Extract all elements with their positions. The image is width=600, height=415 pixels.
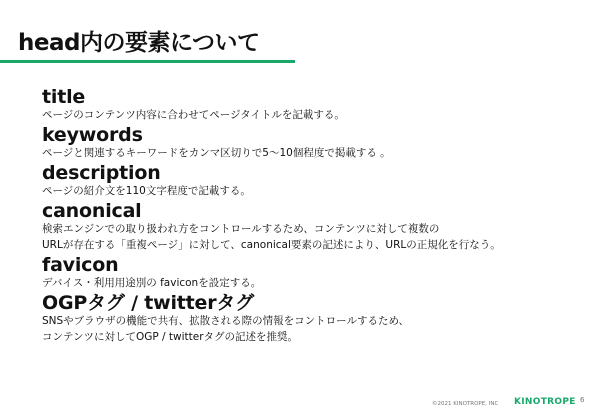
section-canonical [42, 200, 592, 253]
section-heading: favicon [42, 254, 119, 276]
section-description: ページと関連するキーワードをカンマ区切りで5～10個程度で掲載する 。 [42, 147, 391, 159]
section-heading: keywords [42, 124, 143, 146]
section-title [42, 86, 592, 123]
section-description [42, 162, 592, 199]
section-description: デバイス・利用用途別の faviconを設定する。 [42, 277, 262, 289]
copyright-text: ©2021 KINOTROPE, INC [432, 401, 499, 407]
section-heading: canonical [42, 200, 142, 222]
section-keywords [42, 124, 592, 161]
section-heading: description [42, 162, 161, 184]
section-description: 検索エンジンでの取り扱われ方をコントロールするため、コンテンツに対して複数の [42, 223, 440, 235]
slide-title: head内の要素について [18, 30, 260, 56]
section-heading: OGPタグ / twitterタグ [42, 292, 255, 314]
section-description: ページのコンテンツ内容に合わせてページタイトルを記載する。 [42, 109, 345, 121]
company-logo: KINOTROPE [514, 397, 576, 407]
section-description: ページの紹介文を110文字程度で記載する。 [42, 185, 251, 197]
section-description: URLが存在する「重複ページ」に対して、canonical要素の記述により、URLの正規化を行なう。 [42, 239, 501, 251]
section-ogp-twitter [42, 292, 592, 345]
section-favicon [42, 254, 592, 291]
page-number: 6 [580, 396, 585, 404]
section-description: SNSやブラウザの機能で共有、拡散される際の情報をコントロールするため、 [42, 315, 410, 327]
content-area [42, 86, 592, 346]
title-underline [0, 60, 295, 63]
section-description: コンテンツに対してOGP / twitterタグの記述を推奨。 [42, 331, 299, 343]
section-heading: title [42, 86, 86, 108]
